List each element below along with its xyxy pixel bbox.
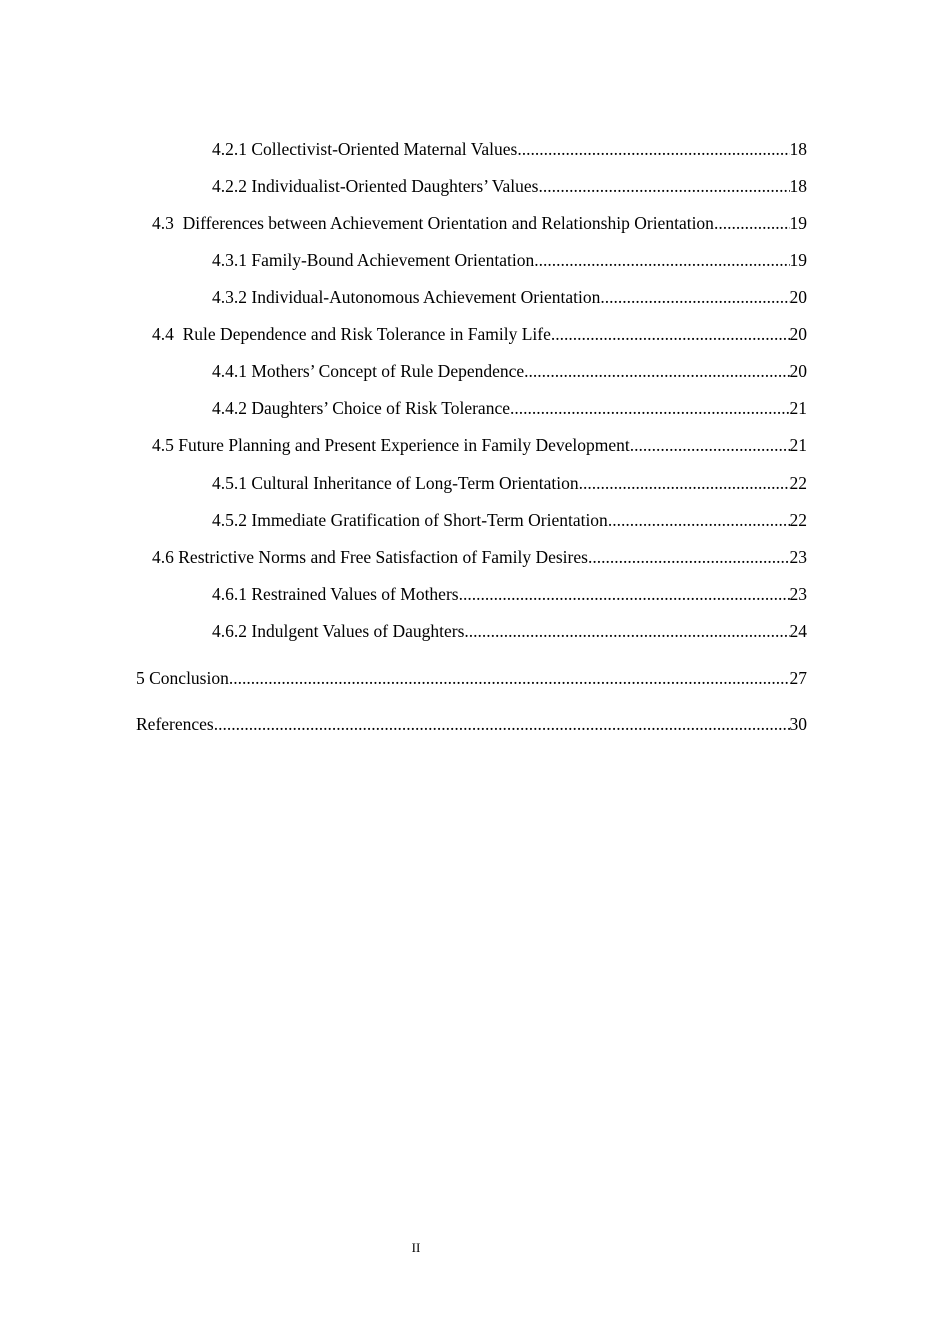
- toc-entry-title: 4.2.1 Collectivist-Oriented Maternal Values: [212, 139, 518, 159]
- toc-entry-title: 4.6.2 Indulgent Values of Daughters: [212, 621, 465, 641]
- toc-entry-title: 4.5.1 Cultural Inheritance of Long-Term Orientation: [212, 473, 579, 493]
- toc-dot-leader: [551, 322, 790, 346]
- toc-dot-leader: [579, 471, 790, 495]
- toc-entry[interactable]: [136, 211, 807, 235]
- toc-entry[interactable]: [136, 545, 807, 569]
- toc-dot-leader: [459, 582, 790, 606]
- toc-entry-title: References: [136, 714, 214, 734]
- toc-page-number: 23: [789, 547, 807, 567]
- toc-page-number: 18: [789, 139, 807, 159]
- toc-entry-title: 4.6 Restrictive Norms and Free Satisfaction of Family Desires: [152, 547, 588, 567]
- toc-dot-leader: [214, 712, 790, 736]
- toc-dot-leader: [714, 211, 790, 235]
- toc-entry-title: 4.4.1 Mothers’ Concept of Rule Dependence: [212, 361, 525, 381]
- toc-entry-title: 4.3.1 Family-Bound Achievement Orientation: [212, 250, 535, 270]
- toc-entry-title: 4.6.1 Restrained Values of Mothers: [212, 584, 459, 604]
- toc-dot-leader: [229, 666, 790, 690]
- toc-entry-title: 4.4 Rule Dependence and Risk Tolerance in Family Life: [152, 324, 551, 344]
- toc-dot-leader: [464, 619, 789, 643]
- toc-page-number: 18: [789, 176, 807, 196]
- toc-entry[interactable]: [136, 322, 807, 346]
- toc-dot-leader: [588, 545, 790, 569]
- toc-page-number: 22: [789, 510, 807, 530]
- toc-entry-title: 4.3 Differences between Achievement Orientation and Relationship Orientation: [152, 213, 714, 233]
- toc-entry[interactable]: [136, 619, 807, 643]
- toc-page-number: 23: [789, 584, 807, 604]
- toc-entry[interactable]: [136, 712, 807, 736]
- toc-entry[interactable]: [136, 433, 807, 457]
- toc-entry-title: 4.3.2 Individual-Autonomous Achievement Orientation: [212, 287, 601, 307]
- toc-entry[interactable]: [136, 666, 807, 690]
- toc-page-number: 21: [789, 435, 807, 455]
- toc-dot-leader: [534, 248, 789, 272]
- toc-entry-title: 5 Conclusion: [136, 668, 229, 688]
- toc-page-number: 20: [789, 324, 807, 344]
- toc-page-number: 30: [789, 714, 807, 734]
- toc-page-number: 22: [789, 473, 807, 493]
- toc-dot-leader: [517, 137, 789, 161]
- toc-page-number: 24: [789, 621, 807, 641]
- toc-entry[interactable]: [136, 508, 807, 532]
- toc-dot-leader: [608, 508, 790, 532]
- toc-entry[interactable]: [136, 359, 807, 383]
- toc-entry[interactable]: [136, 285, 807, 309]
- toc-entry-title: 4.5 Future Planning and Present Experience in Family Development: [152, 435, 630, 455]
- toc-page-number: 20: [789, 361, 807, 381]
- toc-entry[interactable]: [136, 174, 807, 198]
- toc-dot-leader: [538, 174, 789, 198]
- toc-dot-leader: [510, 396, 790, 420]
- toc-dot-leader: [524, 359, 789, 383]
- toc-dot-leader: [600, 285, 789, 309]
- toc-page-number: 20: [789, 287, 807, 307]
- toc-page-number: 19: [789, 250, 807, 270]
- toc-entry-title: 4.4.2 Daughters’ Choice of Risk Tolerance: [212, 398, 510, 418]
- toc-entry[interactable]: [136, 248, 807, 272]
- toc-entry[interactable]: [136, 137, 807, 161]
- toc-page-number: 19: [789, 213, 807, 233]
- toc-page-number: 27: [789, 668, 807, 688]
- toc-entry[interactable]: [136, 471, 807, 495]
- toc-entry[interactable]: [136, 396, 807, 420]
- page-number-footer: II: [411, 1240, 421, 1255]
- toc-dot-leader: [630, 433, 790, 457]
- toc-entry-title: 4.2.2 Individualist-Oriented Daughters’ Values: [212, 176, 539, 196]
- toc-page-number: 21: [789, 398, 807, 418]
- toc-entry-title: 4.5.2 Immediate Gratification of Short-Term Orientation: [212, 510, 608, 530]
- toc-entry[interactable]: [136, 582, 807, 606]
